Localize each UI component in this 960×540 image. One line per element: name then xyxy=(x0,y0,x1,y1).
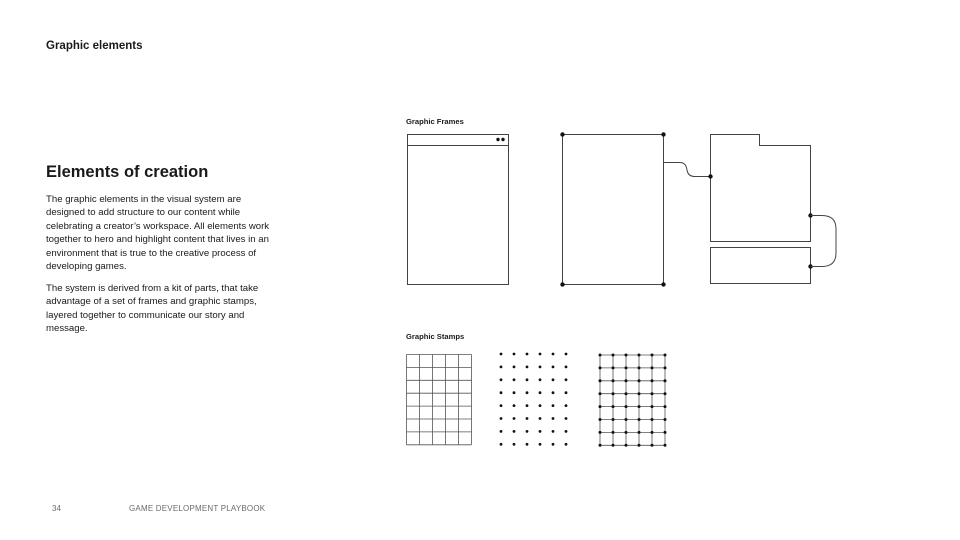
window-frame xyxy=(408,135,509,285)
page-number: 34 xyxy=(52,504,61,513)
page-heading: Elements of creation xyxy=(46,163,209,181)
corner-nodes xyxy=(560,132,665,286)
body-paragraph-2: The system is derived from a kit of parts, that take advantage of a set of frames and graphic stamps, layered together to communicate our story and message. xyxy=(46,283,259,335)
footer-title: GAME DEVELOPMENT PLAYBOOK xyxy=(129,504,266,513)
folder-frame xyxy=(711,135,811,242)
window-dot-icon xyxy=(496,138,499,141)
body-paragraph-1: The graphic elements in the visual system are designed to add structure to our content while celebrating a creator’s workspace. All elements work together to hero and highlight content that lives in an environment that is true to the creative process of developing games. xyxy=(46,194,270,273)
graphic-frames-label: Graphic Frames xyxy=(406,117,464,126)
graphic-stamps-label: Graphic Stamps xyxy=(406,332,465,341)
dot-stamp xyxy=(500,353,568,446)
dotted-grid-stamp xyxy=(599,354,667,447)
folder-node xyxy=(708,174,712,178)
grid-stamp xyxy=(407,355,472,445)
window-dot-icon xyxy=(501,138,504,141)
connector-line xyxy=(664,163,711,177)
section-title: Graphic elements xyxy=(46,40,143,52)
node-frame xyxy=(563,135,664,285)
bar-frame xyxy=(711,248,811,284)
loop-connector xyxy=(811,216,837,267)
